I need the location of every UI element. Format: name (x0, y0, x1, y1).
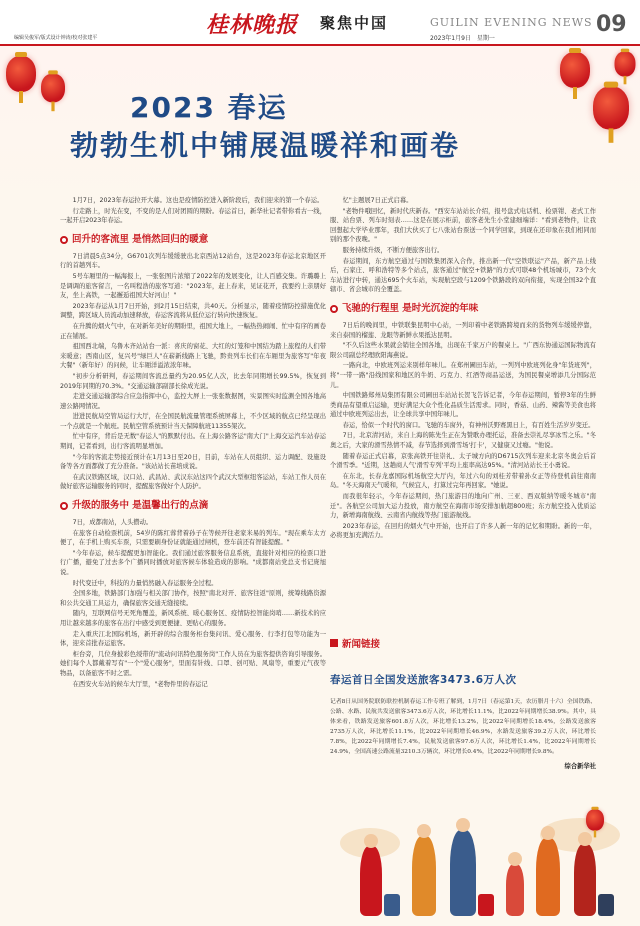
headline-line-1: 2023 春运 (130, 91, 288, 124)
traveler-figure (536, 838, 560, 916)
publication-date: 2023年1月9日 星期一 (430, 35, 495, 42)
traveler-head (456, 818, 470, 832)
paragraph: 春运，恰似一个时代的窗口。飞驰的车窗外，有神州沃野赛黑日上，有百姓生活岁岁变迁。 (342, 421, 595, 429)
paragraph: 忙中有序，背后是无数"春运人"的默默付出。在上海公路客运"南大门"上海交运汽车站春运期间，记者看到，出行客流明显增加。 (60, 433, 326, 451)
paragraph: 走进交通运输部综合应急指挥中心，监控大屏上一张张数据图，实景图实时监测全国各地高速公路网情况。 (60, 393, 326, 410)
lantern-icon (560, 52, 590, 88)
news-link-source: 综合新华社 (564, 763, 596, 770)
subheading (330, 303, 596, 315)
lantern-icon (6, 56, 36, 92)
traveler-head (508, 852, 522, 866)
subheading-text: 升级的服务中 是温馨出行的点滴 (72, 500, 209, 512)
paragraph: 一路向北，中欧班列运来别样年味儿。在郑州圃田车站，一列列中欧班列化身"年货班列"，将"一带一路"沿线国家和地区的牛奶、巧克力、红酒等商品运送，为国民餐桌增添几分国际范儿。 (330, 362, 596, 389)
paragraph: "老物件哦回忆，新时代庆新春。"西安车站站长介绍，报号盘式电话机、检票钳、老式工作服、站台票、列车时刻表……这是在展示柜前，旅客老先生小堂建细端详："看到老物件，让我回想起大学毕业那年，我们大伙买了七八张站台票送一个同学回家，到现在还印象在我们相同而别的那个夜晚。" (330, 207, 596, 244)
paragraph: 而我很年轻示，今年春运期间，热门旅游目的地向广州、三亚、西双版纳等暖冬城市"南迁"。各航空公司加大运力投放，南方航空在海南市场安排加航超800班；东方航空投入优质运力，新增海南航线、云南省内航线等热门旅游航线。 (330, 493, 596, 520)
suitcase-icon (384, 894, 400, 916)
news-square-icon (330, 639, 338, 647)
traveler-head (417, 824, 431, 838)
paragraph: 祖国西北端，乌鲁木齐站站台一派：喜庆的窗花、大红的灯笼和中国结为踏上旅程的人们带来暖意；西南山区，复兴号"绿巨人"在崭新线路上飞驰，黔贵列车长们在车厢里为旅客写"年夜大餐"（新年好）的问候，让车厢洋溢浓浓年味。 (60, 343, 326, 370)
traveler-figure (506, 864, 524, 916)
article-column-left (60, 196, 326, 906)
paragraph: 在东北，长春龙嘉国际机场航空大厅内，年过六旬的刘桂芳带着孙女正等待登机前往南南岛。"冬天海南天气暖和，气候宜人，打算过完年再回家。"她说。 (330, 472, 596, 490)
paragraph: 在旅客自动检票机前，54岁的陈红蓉背着孙子在等候开往老家米易的列车。"现在乘车太方便了，在手机上购买车票，只需要刷身份证就能通过闸机，登车前还有智能提醒。" (60, 529, 326, 547)
news-link-tag (330, 636, 596, 650)
bullet-circle-icon (60, 236, 68, 244)
traveler-figure (360, 846, 382, 916)
traveler-figure (574, 844, 596, 916)
news-link-body: 记者8日从国务院联防联控机制春运工作专班了解到，1月7日（春运第1天，农历腊月十六）全国铁路、公路、水路、民航共发送旅客3473.6万人次，环比增长11.1%，比2022年同期增长38.9%。其中，具体来看，铁路发送旅客601.8万人次，环比增长13.2%，比2022年同期增长18.4%，公路发送旅客2735万人次，环比增长11.1%，比2022年同期增长46.9%，水路发送旅客39.2万人次，环比增长7.8%，比2022年同期增长7.4%，民航发送旅客97.6万人次，环比增长1.4%，比2022年同期增长24.9%，全国高速公路流量3210.3万辆次，环比增长0.4%，比2022年同期增长9.8%。 (330, 699, 596, 755)
paragraph: 7日后的晚间里，中铁联集昆明中心站，一列印着中老铁路跨境而来的货物列车缓缓停靠，来自泰国的榴莲、龙眼等新鲜水果抵达昆明。 (330, 321, 596, 339)
paragraph: 7日，成都南站，人头攒动。 (72, 519, 153, 527)
subheading (60, 234, 326, 246)
paragraph: 在升腾的烟火气中，在对新年美好的期盼里，祖国大地上，一幅热热闹闹、忙中有序的画卷正在铺展。 (60, 322, 326, 340)
page-number: 09 (596, 12, 627, 37)
paragraph: 进进民航局空管局运行大厅，在全国民航流量管理系统屏幕上，不少区域的航点已经呈现出一个点就是一个航班。民航空管系统预计当天保障航班11355架次。 (60, 413, 326, 430)
paragraph: 忆"主题展7日正式启幕。 (342, 197, 413, 204)
subheading-text: 飞驰的行程里 是时光沉淀的年味 (342, 302, 479, 314)
paragraph: 时代变迁中，科技的力量悄然融入春运服务全过程。 (72, 579, 218, 587)
paragraph: 服务持续升级，不断方便旅客出行。 (342, 246, 444, 254)
paragraph: 柜台旁，几位身披彩色绶带的"流动问讯特色服务岗"工作人员在为旅客提供咨询引导服务。她们每个人都戴着写有"一个"爱心服务"，里面有针线、口罩、创可贴、风扇等，重要元气夜等物品，以备旅客不时之需。 (60, 650, 326, 677)
paragraph: 在西安火车站的候车大厅里，"老物件里的春运记 (72, 680, 208, 688)
headline-banner (0, 46, 640, 204)
traveler-head (578, 832, 592, 846)
lantern-icon (593, 86, 629, 129)
article-column-right (330, 196, 596, 616)
lantern-icon (615, 51, 636, 76)
section-title: 聚焦中国 (320, 14, 389, 32)
suitcase-icon (478, 894, 494, 916)
headline (70, 90, 570, 166)
travelers-illustration (330, 798, 630, 916)
news-link-box (330, 636, 596, 770)
paragraph: "不久后这些水果就会销往全国各地，出现在千家万户的餐桌上。"广西东协通运国际物流有限公司副总经理欧阳海燕说。 (330, 342, 596, 359)
paragraph: 2023年春运从1月7日开始，到2月15日结束，共40天。分析显示，随着疫情防控措施优化调整，跨区域人员流动加速释放，春运客流将从低位运行转向快速恢复。 (60, 302, 326, 320)
subheading (60, 500, 326, 512)
subheading-text: 回升的客流里 是悄然回归的暖意 (72, 233, 209, 245)
paragraph: 5号车厢里的一幅海报上，一张张图片浓缩了2022年的发展变化，让人百感交集。许璐璐上是调调的旅客留言，一名叫程浩的旅客写道："2023年，赶上春来，见证花开，我要约上亲朋好友，坐上高铁，一起邂逅祖国大好河山！" (60, 272, 326, 300)
paragraph: 走入重庆江北国际机场，新开辟的综合服务柜台集问讯、爱心服务、行李打包等功能为一体，迎来首批春运旅客。 (60, 630, 326, 648)
traveler-head (364, 834, 378, 848)
paragraph: 春运期间，东方航空通过与国铁集团深入合作，推出新一代"空铁联运"产品，新产品上线后，石家庄、呼和浩特等多个站点，旅客通过"航空+铁路"的方式可联48个机场城市，73个火车站进行中转，通达695个火车站，实现航空段与1209个铁路段的双向衔接，实现全国32个直辖市、省会城市的全覆盖。 (330, 257, 596, 294)
paragraph: 7日，北京清河站，来自上海的陈先生正在为赞歌办理托运，准备去崇礼尽享冰雪之乐。"冬奥之后，大家的滑雪热情不减，春节选择到滑雪场'打卡'，又健康又过瘾。"他说。 (330, 432, 596, 450)
lantern-icon (586, 809, 604, 831)
paragraph: 随着春运正式启幕，京张高铁开往崇礼、太子城方向的D6715次列车迎来北京冬奥会后首个滑雪季。"近期，这趟商人气'滑雪专列'平均上座率高达95%。"清河站站长王小勇说。 (330, 452, 596, 470)
traveler-figure (450, 830, 476, 916)
headline-line-2: 勃勃生机中铺展温暖祥和画卷 (70, 129, 461, 162)
paragraph: "今年的客流走势接近预计在1月13日至20日，目前，车站在人员组织、运力调配、设施设备等各方面都做了充分准备。"该站站长苗培成说。 (60, 453, 326, 471)
paragraph: 随内，互联网信号无死角覆盖，新风系统、暖心服务区、疫情防控智能岗哨……新技术的应用让越来越多的旅客在出行中感受到更便捷、更贴心的服务。 (60, 610, 326, 627)
editor-credits: 编辑吴俊军/版式设计钟涛/校对张建平 (14, 35, 98, 41)
masthead (0, 0, 640, 46)
traveler-figure (412, 836, 436, 916)
bullet-circle-icon (330, 305, 338, 313)
paragraph: 全国多地，铁路部门加强与相关部门协作，按照"南北对开、旅客往返"原则，统筹线路资源和公共交通工具运力，确保旅客交通无缝接续。 (60, 590, 326, 607)
lantern-icon (41, 74, 65, 103)
paragraph: 2023年春运，在回归的烟火气中开始，也开启了许多人新一年的记忆和期盼。新的一年，必将更加充满活力。 (330, 522, 596, 540)
news-link-tag-text: 新闻链接 (342, 639, 381, 650)
newspaper-logo: 桂林晚报 (206, 12, 299, 38)
suitcase-icon (598, 894, 614, 916)
publication-english-name: GUILIN EVENING NEWS (430, 16, 593, 29)
traveler-head (541, 826, 555, 840)
paragraph: 在武汉铁路区域，汉口站、武昌站、武汉东站这四个武汉大型枢纽客运站，车站工作人员在做好旅客运输服务的同时，提醒旅客做好个人防护。 (60, 473, 326, 491)
bullet-circle-icon (60, 502, 68, 510)
intro-paragraph: 1月7日，2023年春运拉开大幕。这也是疫情防控进入新阶段后，我们迎来的第一个春运。 (72, 197, 324, 204)
paragraph: "初步分析研判，春运期间客流总量约为20.95亿人次，比去年同期增长99.5%，恢复到2019年同期的70.3%。"交通运输部副部长徐成光说。 (60, 372, 326, 390)
paragraph: 中国铁路郑州局集团有限公司圃田车站站长贺飞告诉记者，今年春运期间，暂停3年的生鲜类商品有望重启运输，更好满足大众个性化品质生活需求。同时，香菇、山药、辣酱等美食也将通过中欧班列运出去，让全球共享中国年味儿。 (330, 392, 596, 419)
news-link-title: 春运首日全国发送旅客3473.6万人次 (330, 674, 517, 686)
paragraph: 7日清晨5点34分，G6701次列车缓缓驶出北京西站12站台，这是2023年春运北京地区开行的首趟列车。 (60, 252, 326, 270)
paragraph: "今年春运，候车提醒更加智能化。我们通过旅客服务信息系统，直接针对相应的检票口进行广播，避免了过去多个广播同时播放对旅客候车体验造成的影响。"成都南站党总支书记庞旭说。 (60, 549, 326, 576)
intro-paragraph: 行走路上，时光在变，不变的是人们对团圆的期盼。春运首日，新华社记者带你看古一线，一起开启2023年春运。 (60, 207, 326, 225)
